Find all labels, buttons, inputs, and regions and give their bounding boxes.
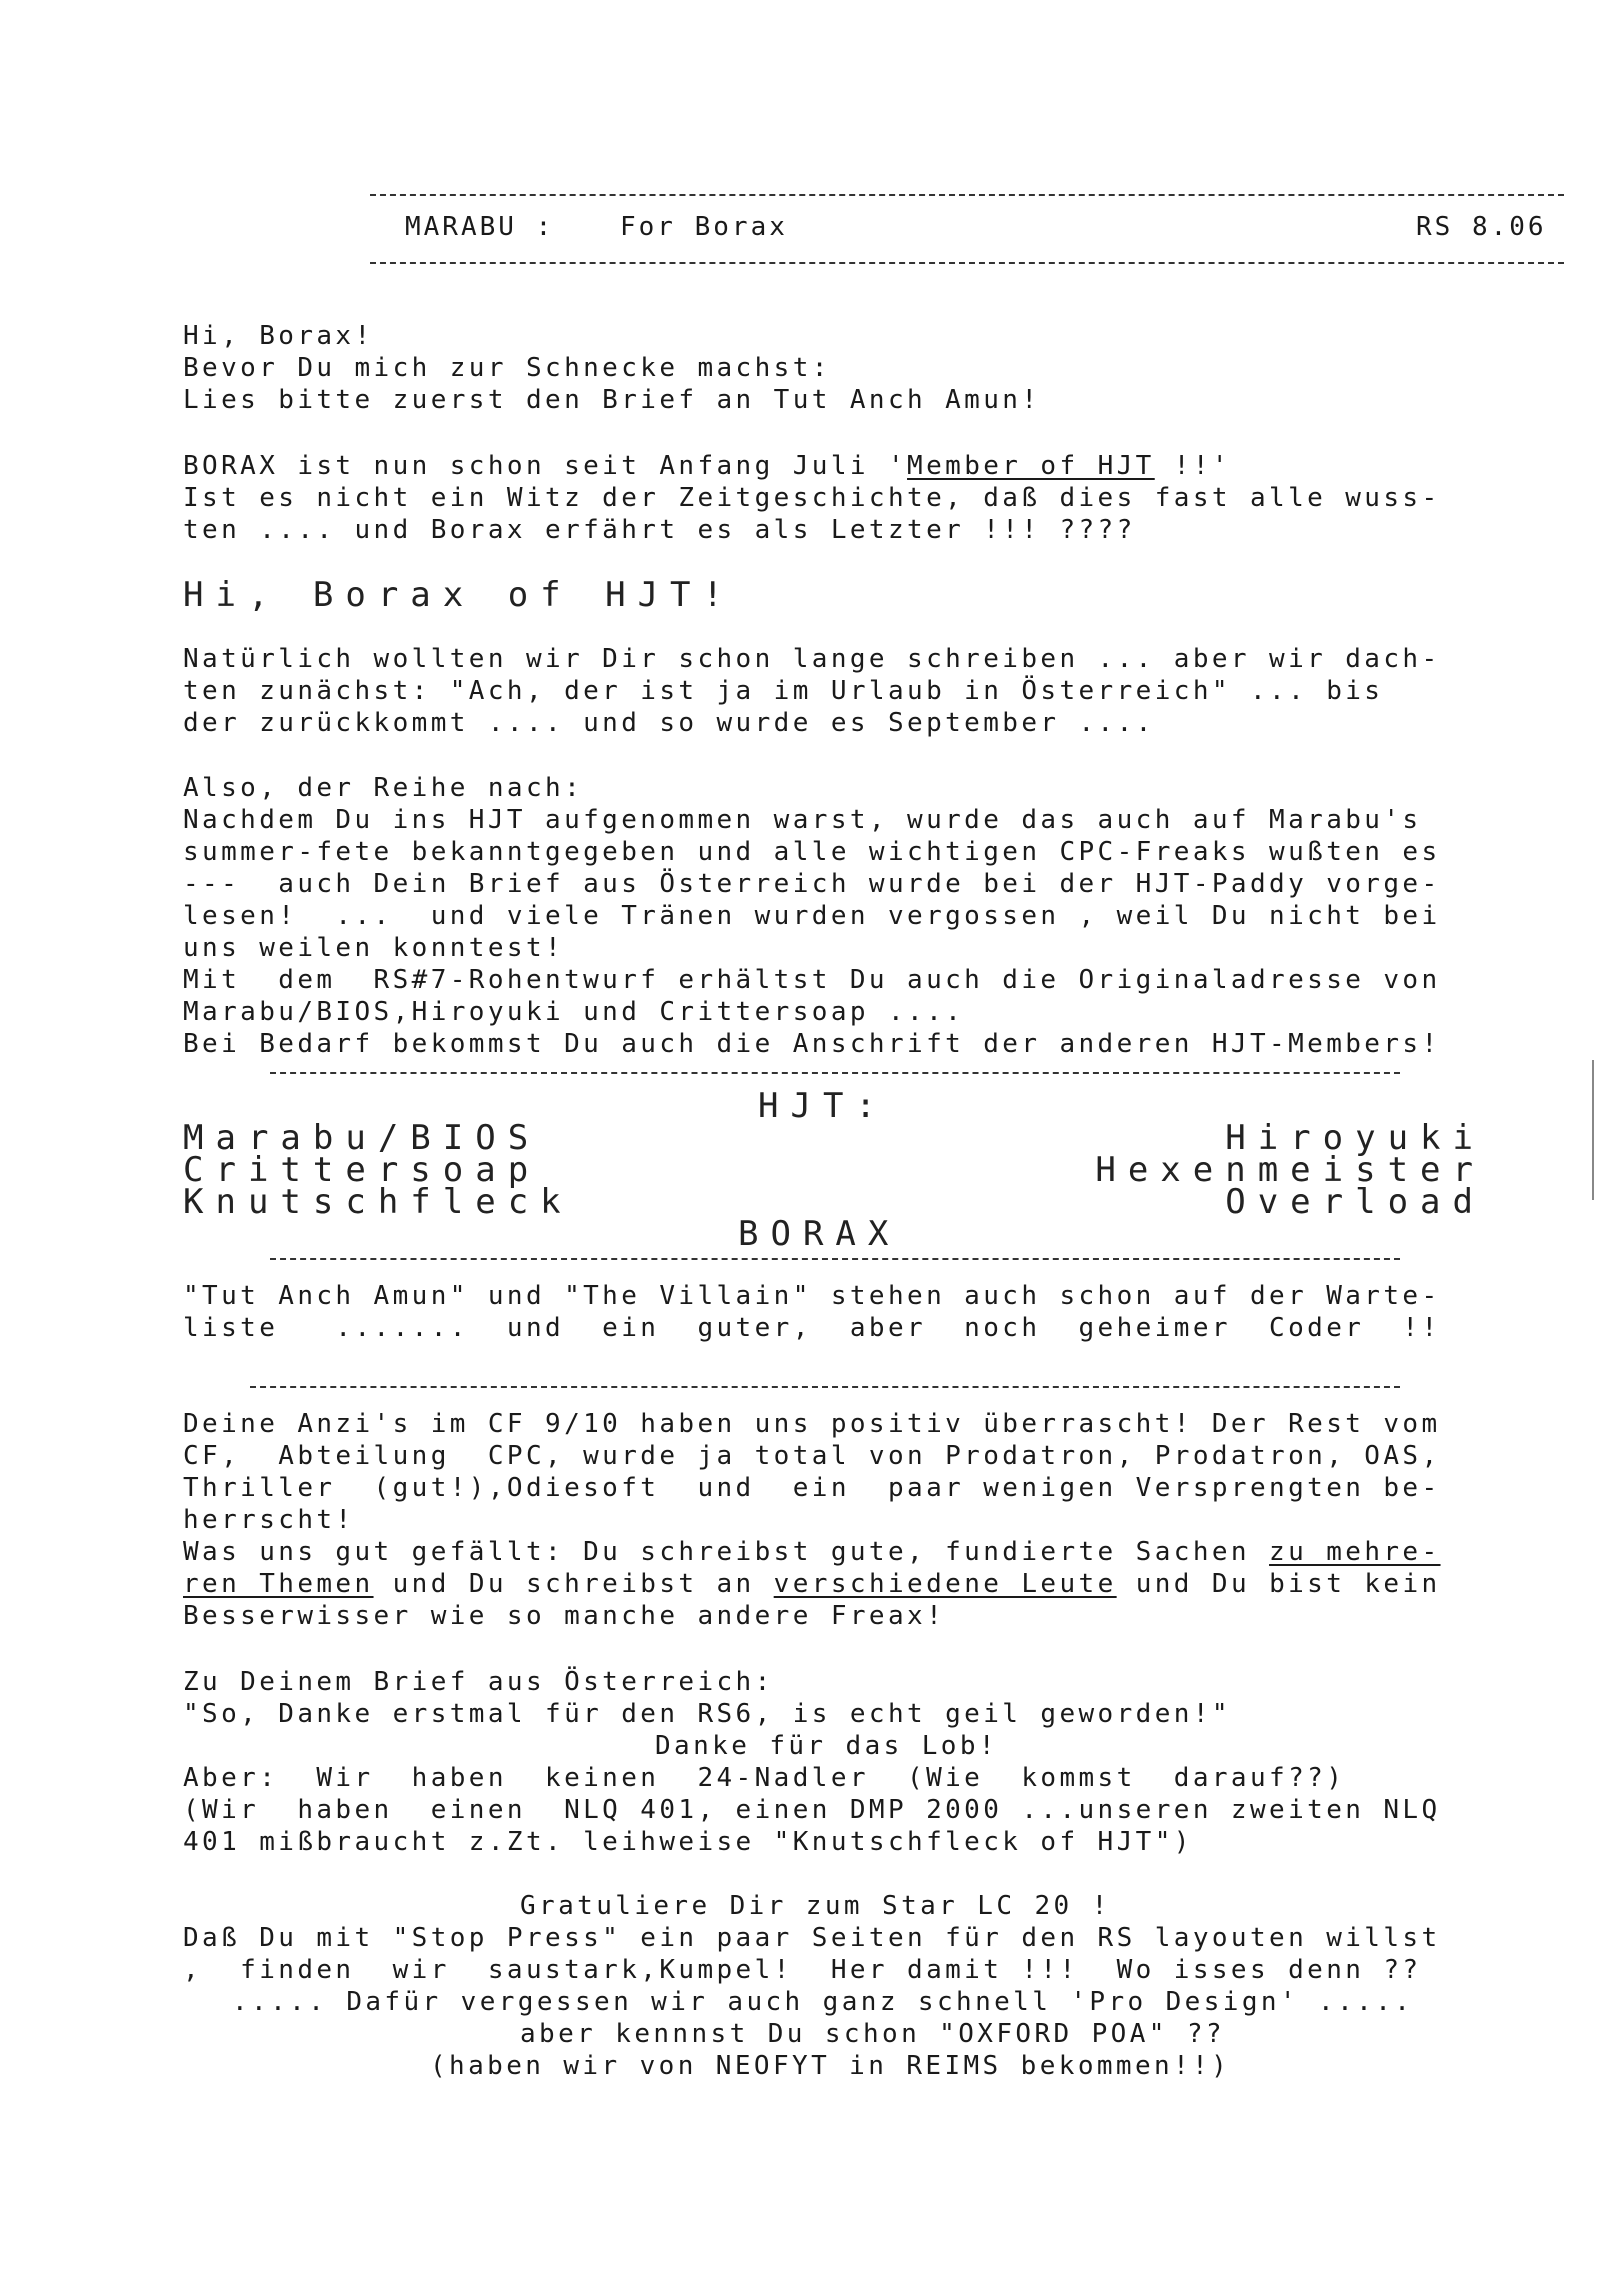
intro-line: Lies bitte zuerst den Brief an Tut Anch Amun!: [183, 385, 1041, 415]
separator-rule: [250, 1386, 1400, 1388]
text-line: Besserwisser wie so manche andere Freax!: [183, 1601, 946, 1631]
text-line: Natürlich wollten wir Dir schon lange schreiben ... aber wir dach-: [183, 644, 1441, 674]
text-line-centered: aber kennnst Du schon "OXFORD POA" ??: [520, 2019, 1225, 2049]
text-line: CF, Abteilung CPC, wurde ja total von Prodatron, Prodatron, OAS,: [183, 1441, 1441, 1471]
member-name-left: Marabu/BIOS: [183, 1118, 541, 1158]
underlined-phrase: verschiedene Leute: [773, 1569, 1117, 1599]
text-line: Marabu/BIOS,Hiroyuki und Crittersoap ....: [183, 997, 965, 1027]
underlined-phrase: zu mehre-: [1269, 1537, 1441, 1567]
text-line: ten zunächst: "Ach, der ist ja im Urlaub in Österreich" ... bis: [183, 676, 1384, 706]
text-line: lesen! ... und viele Tränen wurden vergossen , weil Du nicht bei: [183, 901, 1441, 931]
member-name-left: Crittersoap: [183, 1150, 541, 1190]
text-line-centered: (haben wir von NEOFYT in REIMS bekommen!!): [430, 2051, 1231, 2081]
text-line: Daß Du mit "Stop Press" ein paar Seiten für den RS layouten willst: [183, 1923, 1441, 1953]
text-line-centered: Gratuliere Dir zum Star LC 20 !: [520, 1891, 1111, 1921]
text-line: Bei Bedarf bekommst Du auch die Anschrift der anderen HJT-Members!: [183, 1029, 1441, 1059]
headline: Hi, Borax of HJT!: [183, 575, 735, 615]
text-line: Aber: Wir haben keinen 24-Nadler (Wie kommst darauf??): [183, 1763, 1346, 1793]
member-of-hjt-underlined: Member of HJT: [907, 451, 1155, 481]
text-line: "Tut Anch Amun" und "The Villain" stehen auch schon auf der Warte-: [183, 1281, 1441, 1311]
text-line: liste ....... und ein guter, aber noch geheimer Coder !!: [183, 1313, 1441, 1343]
text-line: uns weilen konntest!: [183, 933, 565, 963]
member-line: Ist es nicht ein Witz der Zeitgeschichte, daß dies fast alle wuss-: [183, 483, 1441, 513]
text-line: Nachdem Du ins HJT aufgenommen warst, wurde das auch auf Marabu's: [183, 805, 1422, 835]
text-line: der zurückkommt .... und so wurde es September ....: [183, 708, 1155, 738]
text-line: Thriller (gut!),Odiesoft und ein paar wenigen Versprengten be-: [183, 1473, 1441, 1503]
members-rule-top: [270, 1072, 1400, 1074]
member-name-right: Overload: [1225, 1182, 1485, 1222]
header-title: For Borax: [620, 212, 788, 242]
text-line: summer-fete bekanntgegeben und alle wichtigen CPC-Freaks wußten es: [183, 837, 1441, 867]
member-name-right: Hexenmeister: [1095, 1150, 1485, 1190]
text-line: "So, Danke erstmal für den RS6, is echt geil geworden!": [183, 1699, 1231, 1729]
text-line-centered: Danke für das Lob!: [655, 1731, 998, 1761]
header-code: RS 8.06: [1416, 212, 1547, 242]
intro-line: Hi, Borax!: [183, 321, 374, 351]
member-name-left: Knutschfleck: [183, 1182, 573, 1222]
members-title: HJT:: [758, 1086, 888, 1126]
page-edge-mark: [1592, 1060, 1594, 1200]
text-line: Also, der Reihe nach:: [183, 773, 584, 803]
underlined-phrase: ren Themen: [183, 1569, 374, 1599]
member-name-center: BORAX: [738, 1214, 901, 1254]
text-line: Was uns gut gefällt: Du schreibst gute, fundierte Sachen zu mehre-: [183, 1537, 1441, 1567]
text-line: --- auch Dein Brief aus Österreich wurde bei der HJT-Paddy vorge-: [183, 869, 1441, 899]
text-line-centered: ..... Dafür vergessen wir auch ganz schnell 'Pro Design' .....: [232, 1987, 1414, 2017]
text-line: Deine Anzi's im CF 9/10 haben uns positiv überrascht! Der Rest vom: [183, 1409, 1441, 1439]
members-rule-bottom: [270, 1258, 1400, 1260]
intro-line: Bevor Du mich zur Schnecke machst:: [183, 353, 831, 383]
header-author: MARABU :: [405, 212, 555, 242]
text-line: herrscht!: [183, 1505, 355, 1535]
header-rule-bottom: [370, 262, 1564, 264]
header-rule-top: [370, 194, 1564, 196]
member-line: BORAX ist nun schon seit Anfang Juli 'Member of HJT !!': [183, 451, 1231, 481]
member-line: ten .... und Borax erfährt es als Letzter !!! ????: [183, 515, 1136, 545]
text-line: 401 mißbraucht z.Zt. leihweise "Knutschfleck of HJT"): [183, 1827, 1193, 1857]
text-line: Mit dem RS#7-Rohentwurf erhältst Du auch die Originaladresse von: [183, 965, 1441, 995]
member-name-right: Hiroyuki: [1225, 1118, 1485, 1158]
text-line: Zu Deinem Brief aus Österreich:: [183, 1667, 774, 1697]
text-line: ren Themen und Du schreibst an verschiedene Leute und Du bist kein: [183, 1569, 1441, 1599]
text-line: (Wir haben einen NLQ 401, einen DMP 2000 ...unseren zweiten NLQ: [183, 1795, 1441, 1825]
text-line: , finden wir saustark,Kumpel! Her damit !!! Wo isses denn ??: [183, 1955, 1422, 1985]
